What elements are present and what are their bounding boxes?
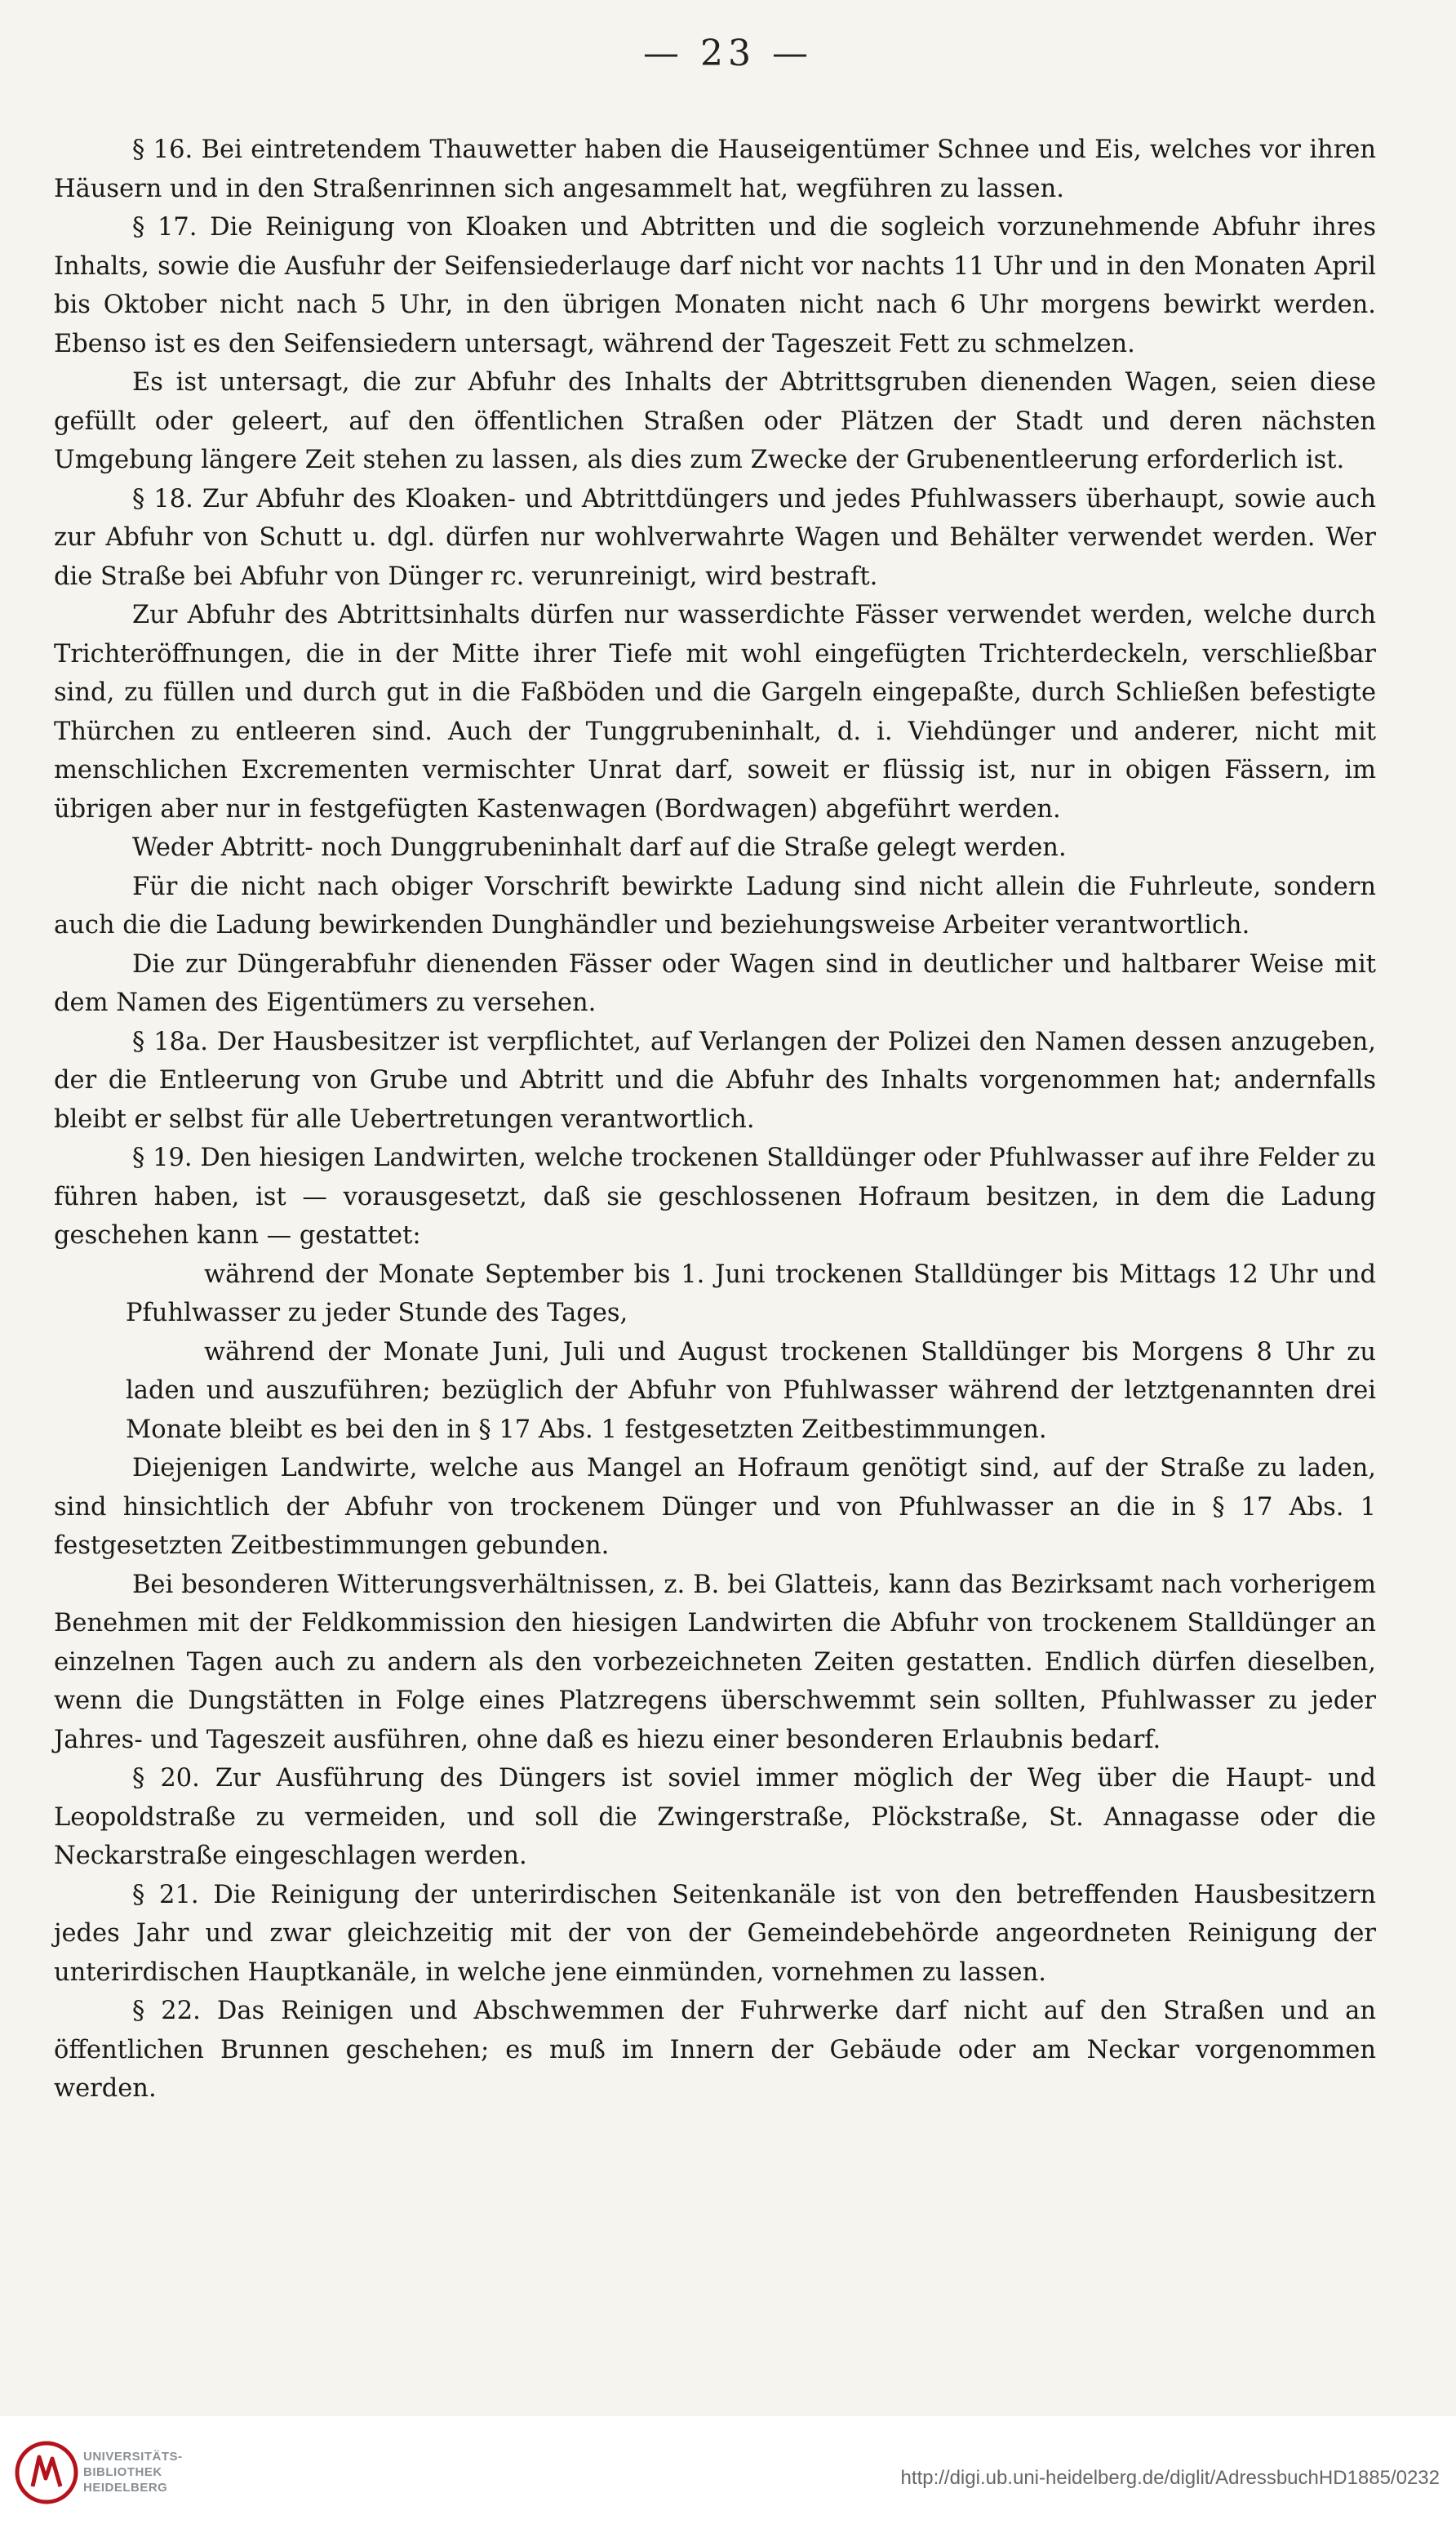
logo-line-3: HEIDELBERG [83,2481,168,2495]
library-emblem-icon [15,2441,78,2504]
paragraph-s16: § 16. Bei eintretendem Thauwetter haben die Hauseigentümer Schnee und Eis, welches vor ihren Häusern und in den Straßenrinnen sich angesammelt hat, wegführen zu lassen. [54,136,1376,203]
paragraph-s17: § 17. Die Reinigung von Kloaken und Abtritten und die sogleich vorzunehmende Abfuhr ihres Inhalts, sowie die Ausfuhr der Seifensiederlauge darf nicht vor nachts 11 Uhr und in den Monaten April bis Oktober nicht nach 5 Uhr, in den übrigen Monaten nicht nach 6 Uhr morgens bewirkt werden. Ebenso ist es den Seifensiedern untersagt, während der Tageszeit Fett zu schmelzen. [54,213,1376,358]
paragraph-s18-liability: Für die nicht nach obiger Vorschrift bewirkte Ladung sind nicht allein die Fuhrleute, sondern auch die die Ladung bewirkenden Dunghändler und beziehungsweise Arbeiter verantwortlich. [54,872,1376,940]
paragraph-s20: § 20. Zur Ausführung des Düngers ist soviel immer möglich der Weg über die Haupt- und Leopoldstraße zu vermeiden, und soll die Zwingerstraße, Plöckstraße, St. Annagasse oder die Neckarstraße eingeschlagen werden. [54,1764,1376,1870]
paragraph-s19-weather: Bei besonderen Witterungsverhältnissen, z. B. bei Glatteis, kann das Bezirksamt nach vorherigem Benehmen mit der Feldkommission den hiesigen Landwirten die Abfuhr von trockenem Stalldünger an einzelnen Tagen auch zu andern als den vorbezeichneten Zeiten gestatten. Endlich dürfen dieselben, wenn die Dungstätten in Folge eines Platzregens überschwemmt sein sollten, Pfuhlwasser zu jeder Jahres- und Tageszeit ausführen, ohne daß es hiezu einer besonderen Erlaubnis bedarf. [54,1570,1376,1754]
source-url-link[interactable]: http://digi.ub.uni-heidelberg.de/diglit/AdressbuchHD1885/0232 [900,2467,1440,2489]
logo-text [83,2449,183,2495]
paragraph-s17-wagons: Es ist untersagt, die zur Abfuhr des Inhalts der Abtrittsgruben dienenden Wagen, seien diese gefüllt oder geleert, auf den öffentlichen Straßen oder Plätzen der Stadt und deren nächsten Umgebung längere Zeit stehen zu lassen, als dies zum Zwecke der Grubenentleerung erforderlich ist. [54,368,1376,474]
paragraph-s18-names: Die zur Düngerabfuhr dienenden Fässer oder Wagen sind in deutlicher und haltbarer Weise mit dem Namen des Eigentümers zu versehen. [54,949,1376,1017]
paragraph-s21: § 21. Die Reinigung der unterirdischen Seitenkanäle ist von den betreffenden Hausbesitzern jedes Jahr und zwar gleichzeitig mit der von der Gemeindebehörde angeordneten Reinigung der unterirdischen Hauptkanäle, in welche jene einmünden, vornehmen zu lassen. [54,1880,1376,1987]
paragraph-s18a: § 18a. Der Hausbesitzer ist verpflichtet, auf Verlangen der Polizei den Namen dessen anzugeben, der die Entleerung von Grube und Abtritt und die Abfuhr des Inhalts vorgenommen hat; andernfalls bleibt er selbst für alle Uebertretungen verantwortlich. [54,1027,1376,1134]
page-number: — 23 — [643,33,813,74]
paragraph-s22: § 22. Das Reinigen und Abschwemmen der Fuhrwerke darf nicht auf den Straßen und an öffentlichen Brunnen geschehen; es muß im Innern der Gebäude oder am Neckar vorgenommen werden. [54,1997,1376,2103]
paragraph-s19-item2: während der Monate Juni, Juli und August trockenen Stalldünger bis Morgens 8 Uhr zu laden und auszuführen; bezüglich der Abfuhr von Pfuhlwasser während der letztgenannten drei Monate bleibt es bei den in § 17 Abs. 1 festgesetzten Zeitbestimmungen. [126,1337,1376,1444]
paragraph-s19-item1: während der Monate September bis 1. Juni trockenen Stalldünger bis Mittags 12 Uhr und Pfuhlwasser zu jeder Stunde des Tages, [126,1260,1376,1327]
paragraph-s18-street: Weder Abtritt- noch Dunggrubeninhalt darf auf die Straße gelegt werden. [132,833,1067,862]
footer-bar [0,2416,1456,2524]
logo-line-1: UNIVERSITÄTS- [83,2450,183,2464]
university-library-logo[interactable] [8,2439,212,2504]
logo-line-2: BIBLIOTHEK [83,2465,162,2479]
paragraph-s19-street: Diejenigen Landwirte, welche aus Mangel an Hofraum genötigt sind, auf der Straße zu laden, sind hinsichtlich der Abfuhr von trockenem Dünger und von Pfuhlwasser an die in § 17 Abs. 1 festgesetzten Zeitbestimmungen gebunden. [54,1454,1376,1560]
paragraph-s18: § 18. Zur Abfuhr des Kloaken- und Abtrittdüngers und jedes Pfuhlwassers überhaupt, sowie auch zur Abfuhr von Schutt u. dgl. dürfen nur wohlverwahrte Wagen und Behälter verwendet werden. Wer die Straße bei Abfuhr von Dünger rc. verunreinigt, wird bestraft. [54,484,1376,591]
paragraph-s19: § 19. Den hiesigen Landwirten, welche trockenen Stalldünger oder Pfuhlwasser auf ihre Felder zu führen haben, ist — vorausgesetzt, daß sie geschlossenen Hofraum besitzen, in dem die Ladung geschehen kann — gestattet: [54,1144,1376,1250]
document-body [54,131,1376,2109]
paragraph-s18-barrels: Zur Abfuhr des Abtrittsinhalts dürfen nur wasserdichte Fässer verwendet werden, welche durch Trichteröffnungen, die in der Mitte ihrer Tiefe mit wohl eingefügten Trichterdeckeln, verschließbar sind, zu füllen und durch gut in die Faßböden und die Gargeln eingepaßte, durch Schließen befestigte Thürchen zu entleeren sind. Auch der Tunggrubeninhalt, d. i. Viehdünger und anderer, nicht mit menschlichen Excrementen vermischter Unrat darf, soweit er flüssig ist, nur in obigen Fässern, im übrigen aber nur in festgefügten Kastenwagen (Bordwagen) abgeführt werden. [54,601,1376,824]
